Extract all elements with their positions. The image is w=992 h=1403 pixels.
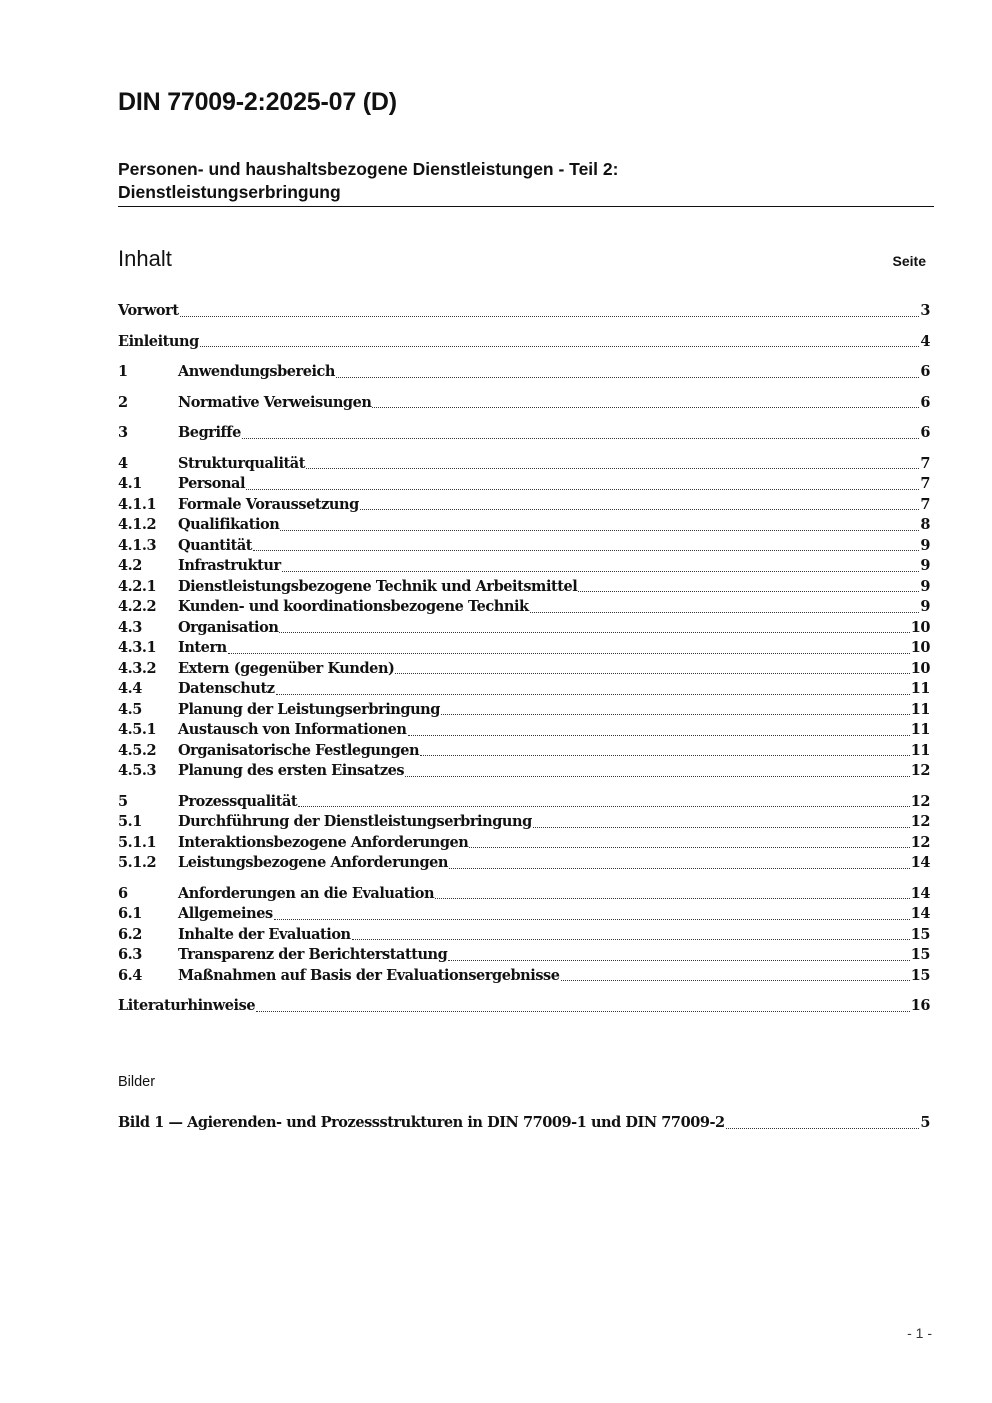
toc-entry[interactable] (118, 495, 930, 516)
toc-entry-number: 4.5.1 (118, 721, 157, 738)
dot-leader (441, 714, 910, 715)
toc-entry-title: Inhalte der Evaluation (178, 925, 351, 943)
toc-entry-number: 5.1.2 (118, 854, 157, 871)
dot-leader (306, 468, 919, 469)
toc-entry-page: 7 (920, 454, 930, 472)
toc-entry[interactable] (118, 577, 930, 598)
toc-entry-number: 6.1 (118, 905, 142, 922)
toc-entry[interactable] (118, 792, 930, 813)
toc-entry[interactable] (118, 812, 930, 833)
toc-entry-title: Interaktionsbezogene Anforderungen (178, 833, 469, 851)
dot-leader (449, 868, 910, 869)
toc-entry-page: 16 (910, 997, 930, 1014)
toc-entry-number: 4.1 (118, 475, 142, 492)
dot-leader (180, 316, 920, 317)
toc-entry-title: Extern (gegenüber Kunden) (178, 659, 395, 677)
document-title-line-1: Personen- und haushaltsbezogene Dienstleistungen - Teil 2: (118, 159, 619, 179)
toc-entry-title: Austausch von Informationen (178, 721, 407, 738)
toc-entry-page: 4 (920, 332, 930, 350)
toc-entry[interactable] (118, 925, 930, 946)
toc-entry-page: 14 (910, 905, 930, 922)
toc-entry-title: Intern (178, 639, 227, 656)
toc-entry-page: 7 (920, 475, 930, 492)
toc-entry-number: 4.1.2 (118, 516, 157, 533)
toc-entry-number: 4.3.2 (118, 659, 157, 677)
toc-entry-number: 4.5.3 (118, 762, 157, 779)
toc-entry-number: 4.2.1 (118, 577, 157, 595)
toc-entry-page: 10 (910, 639, 930, 656)
toc-entry-number: 4.4 (118, 680, 142, 697)
dot-leader (469, 847, 909, 848)
toc-entry-title: Normative Verweisungen (178, 393, 372, 411)
toc-entry-title: Strukturqualität (178, 454, 305, 472)
toc-entry-page: 15 (910, 925, 930, 943)
dot-leader (352, 939, 910, 940)
toc-entry-title: Organisation (178, 618, 279, 636)
document-id: DIN 77009-2:2025-07 (D) (118, 88, 397, 116)
toc-entry-title: Transparenz der Berichterstattung (178, 946, 448, 963)
toc-entry[interactable] (118, 679, 930, 700)
toc-entry-page: 10 (910, 659, 930, 677)
toc-entry[interactable] (118, 904, 930, 925)
toc-entry[interactable] (118, 597, 930, 618)
dot-leader (336, 377, 919, 378)
toc-entry-title: Formale Voraussetzung (178, 495, 359, 513)
document-title-line-2: Dienstleistungserbringung (118, 182, 341, 202)
toc-entry-page: 9 (920, 577, 930, 595)
footer-page-number: - 1 - (907, 1325, 932, 1341)
toc-entry-number: 4.2 (118, 557, 142, 574)
figure-entry-page: 5 (920, 1114, 930, 1131)
toc-heading: Inhalt (118, 246, 172, 271)
toc-entry-page: 11 (910, 741, 930, 759)
figures-heading: Bilder (118, 1074, 156, 1090)
toc-entry-title: Begriffe (178, 424, 241, 441)
toc-entry-title: Planung der Leistungserbringung (178, 700, 440, 718)
toc-entry-title: Kunden- und koordinationsbezogene Technik (178, 598, 529, 615)
toc-entry[interactable] (118, 556, 930, 577)
toc-entry-title: Infrastruktur (178, 557, 281, 574)
dot-leader (200, 346, 920, 347)
toc-entry-page: 8 (920, 516, 930, 533)
table-of-contents (118, 301, 930, 1017)
dot-leader (530, 612, 920, 613)
toc-entry-number: 6.3 (118, 946, 142, 963)
toc-entry-number: 1 (118, 363, 128, 380)
toc-entry-page: 15 (910, 966, 930, 984)
toc-entry-page: 10 (910, 618, 930, 636)
toc-entry[interactable] (118, 393, 930, 414)
toc-entry[interactable] (118, 966, 930, 987)
toc-entry[interactable] (118, 761, 930, 782)
toc-entry-number: 4.3.1 (118, 639, 157, 656)
toc-entry-number: 4.5 (118, 700, 142, 718)
toc-entry-title: Quantität (178, 536, 253, 554)
toc-entry-number: 3 (118, 424, 128, 441)
toc-entry-page: 12 (910, 762, 930, 779)
toc-entry-number: 4.3 (118, 618, 142, 636)
toc-entry[interactable] (118, 945, 930, 966)
toc-entry-title: Organisatorische Festlegungen (178, 741, 420, 759)
toc-entry-title: Einleitung (118, 332, 199, 350)
toc-entry-number: 6.2 (118, 925, 142, 943)
toc-entry-title: Maßnahmen auf Basis der Evaluationsergebnisse (178, 966, 560, 984)
toc-entry[interactable] (118, 332, 930, 353)
dot-leader (405, 776, 910, 777)
toc-entry[interactable] (118, 638, 930, 659)
toc-entry-number: 5.1.1 (118, 833, 157, 851)
toc-entry-page: 9 (920, 557, 930, 574)
toc-entry-title: Allgemeines (178, 905, 273, 922)
dot-leader (246, 489, 919, 490)
toc-entry-page: 6 (920, 393, 930, 411)
toc-entry[interactable] (118, 423, 930, 444)
dot-leader (448, 960, 909, 961)
toc-entry-page: 3 (920, 302, 930, 319)
toc-entry[interactable] (118, 536, 930, 557)
toc-entry-title: Personal (178, 475, 246, 492)
toc-entry[interactable] (118, 362, 930, 383)
toc-entry[interactable] (118, 833, 930, 854)
toc-entry-title: Durchführung der Dienstleistungserbringung (178, 813, 532, 830)
toc-entry-number: 4 (118, 454, 128, 472)
toc-entry-page: 12 (910, 792, 930, 810)
toc-entry-title: Anwendungsbereich (178, 363, 336, 380)
toc-entry-number: 2 (118, 393, 128, 411)
toc-entry-page: 11 (910, 721, 930, 738)
toc-entry-page: 9 (920, 598, 930, 615)
toc-entry-title: Dienstleistungsbezogene Technik und Arbeitsmittel (178, 577, 578, 595)
toc-entry-number: 4.1.3 (118, 536, 157, 554)
dot-leader (274, 919, 910, 920)
toc-entry-title: Datenschutz (178, 680, 275, 697)
toc-entry[interactable] (118, 853, 930, 874)
toc-entry[interactable] (118, 454, 930, 475)
toc-entry[interactable] (118, 700, 930, 721)
toc-entry[interactable] (118, 884, 930, 905)
toc-entry-page: 11 (910, 680, 930, 697)
toc-entry-number: 5.1 (118, 813, 142, 830)
dot-leader (578, 591, 919, 592)
toc-entry-page: 12 (910, 833, 930, 851)
dot-leader (408, 735, 910, 736)
dot-leader (279, 632, 909, 633)
toc-entry-number: 6.4 (118, 966, 142, 984)
toc-entry-title: Anforderungen an die Evaluation (178, 884, 435, 902)
toc-entry[interactable] (118, 659, 930, 680)
toc-entry-number: 5 (118, 792, 128, 810)
dot-leader (360, 509, 920, 510)
toc-entry-title: Leistungsbezogene Anforderungen (178, 854, 449, 871)
toc-entry-page: 6 (920, 363, 930, 380)
toc-entry[interactable] (118, 474, 930, 495)
toc-entry-title: Qualifikation (178, 516, 280, 533)
toc-entry-title: Planung des ersten Einsatzes (178, 762, 405, 779)
toc-entry-page: 6 (920, 424, 930, 441)
dot-leader (228, 653, 910, 654)
figure-entry-title: Bild 1 — Agierenden- und Prozessstrukturen in DIN 77009-1 und DIN 77009-2 (118, 1114, 725, 1131)
toc-entry-number: 6 (118, 884, 128, 902)
dot-leader (280, 530, 919, 531)
dot-leader (533, 827, 910, 828)
toc-entry-page: 11 (910, 700, 930, 718)
dot-leader (242, 438, 919, 439)
dot-leader (420, 755, 910, 756)
toc-entry[interactable] (118, 515, 930, 536)
dot-leader (253, 550, 919, 551)
figure-entry[interactable] (118, 1113, 930, 1134)
dot-leader (561, 980, 910, 981)
toc-entry-title: Vorwort (118, 302, 179, 319)
toc-entry-number: 4.2.2 (118, 598, 157, 615)
toc-entry-page: 15 (910, 946, 930, 963)
dot-leader (298, 806, 910, 807)
dot-leader (395, 673, 909, 674)
toc-entry[interactable] (118, 301, 930, 322)
dot-leader (726, 1128, 920, 1129)
toc-entry[interactable] (118, 618, 930, 639)
toc-entry-page: 12 (910, 813, 930, 830)
toc-entry-number: 4.5.2 (118, 741, 157, 759)
toc-entry-number: 4.1.1 (118, 495, 157, 513)
toc-page-label: Seite (892, 253, 926, 269)
toc-entry-page: 14 (910, 884, 930, 902)
toc-entry-page: 14 (910, 854, 930, 871)
dot-leader (372, 407, 919, 408)
dot-leader (282, 571, 920, 572)
toc-entry-title: Prozessqualität (178, 792, 298, 810)
dot-leader (435, 898, 910, 899)
toc-entry[interactable] (118, 741, 930, 762)
toc-entry-page: 7 (920, 495, 930, 513)
toc-entry[interactable] (118, 996, 930, 1017)
dot-leader (276, 694, 910, 695)
document-title (118, 158, 934, 207)
dot-leader (256, 1011, 910, 1012)
toc-entry-title: Literaturhinweise (118, 997, 256, 1014)
toc-entry[interactable] (118, 720, 930, 741)
toc-entry-page: 9 (920, 536, 930, 554)
